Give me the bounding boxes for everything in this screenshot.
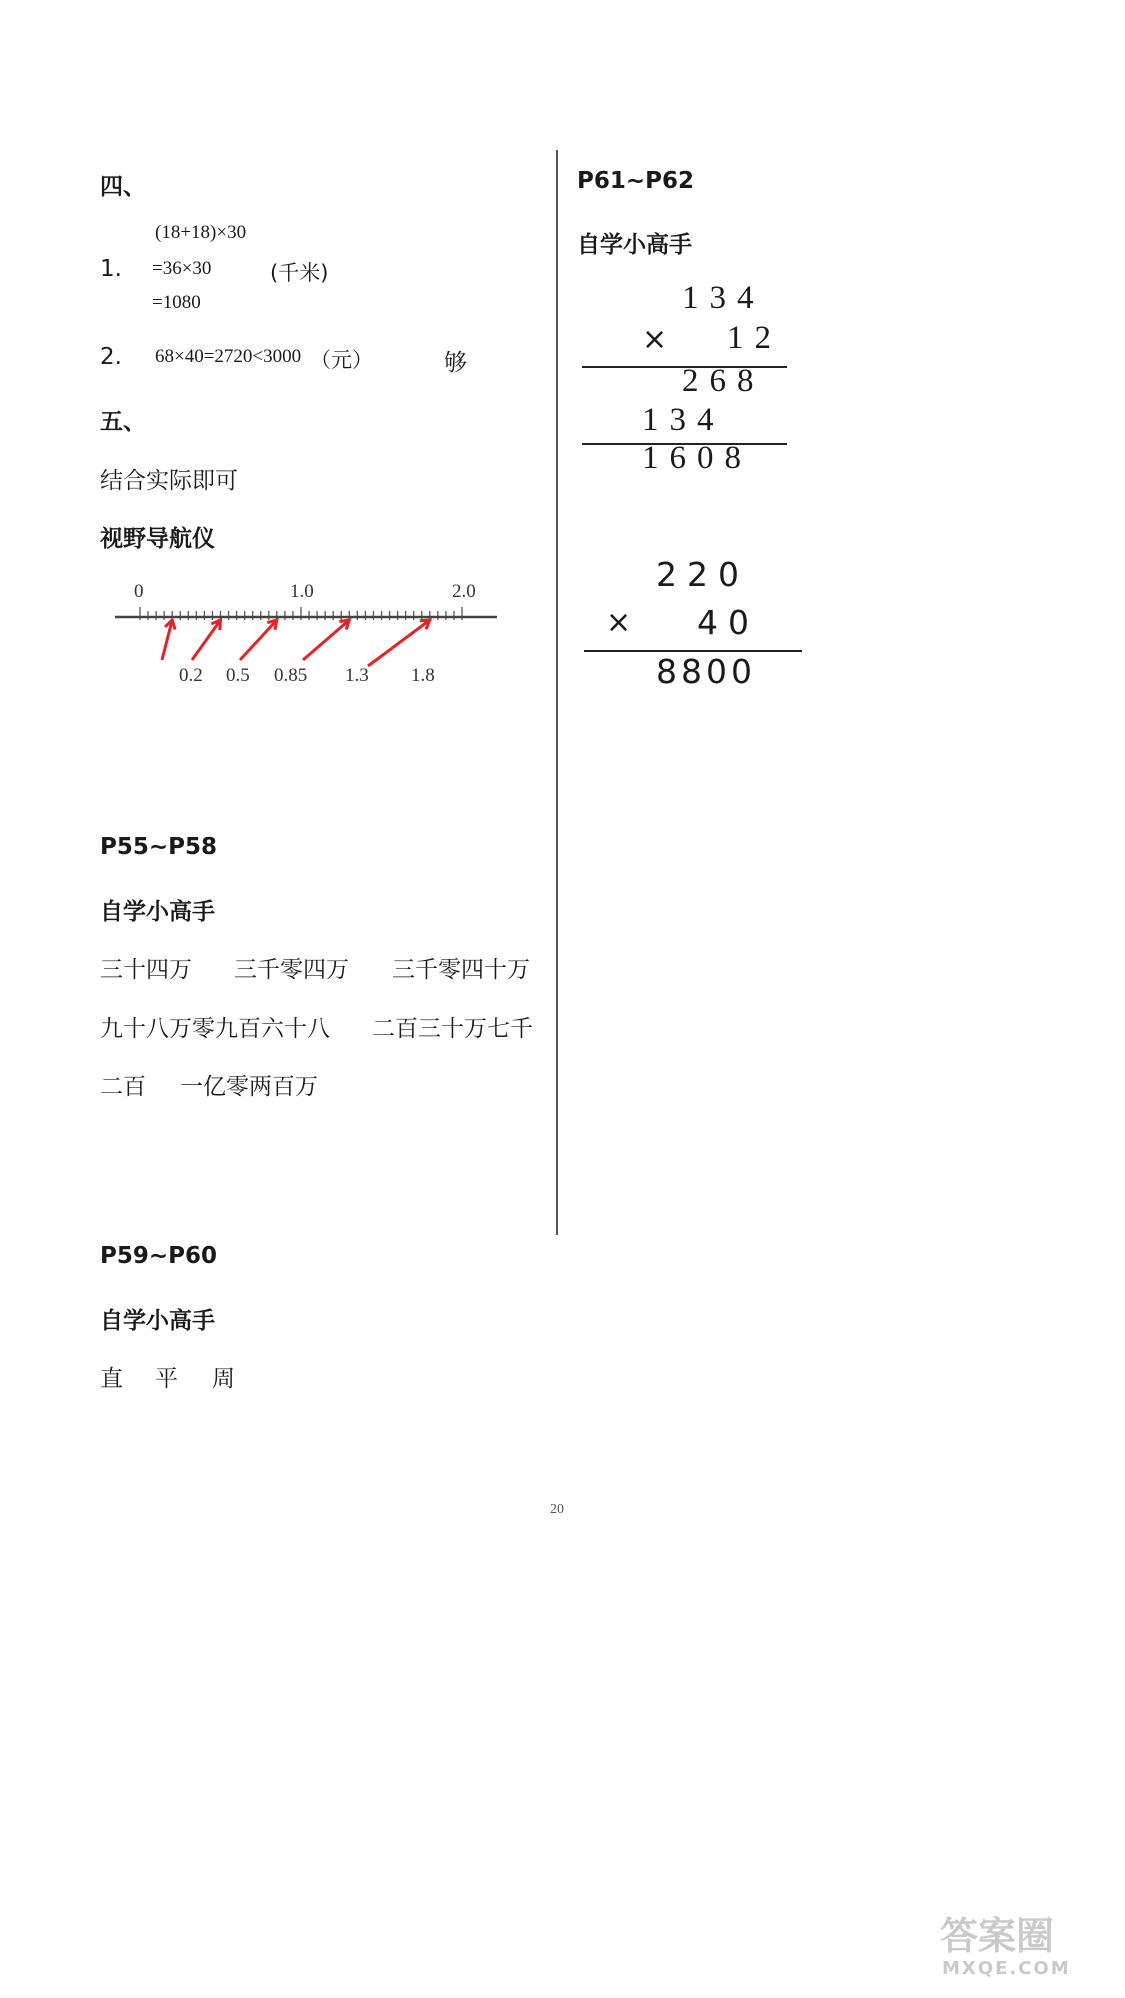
bottom-label-1.8: 1.8 bbox=[411, 665, 435, 686]
calc2-multiplicand: 220 bbox=[656, 555, 749, 594]
item1-line1: (18+18)×30 bbox=[155, 222, 247, 243]
column-divider bbox=[556, 150, 558, 1235]
section-4-heading: 四、 bbox=[100, 174, 146, 200]
calc2-multiplier: 40 bbox=[697, 603, 759, 642]
marker-arrow bbox=[368, 620, 430, 666]
top-label-1: 1.0 bbox=[290, 581, 314, 602]
marker-arrow bbox=[240, 620, 277, 660]
bottom-label-0.2: 0.2 bbox=[179, 665, 203, 686]
p59-heading: P59~P60 bbox=[100, 1243, 217, 1269]
number-line-arrows bbox=[162, 620, 430, 666]
top-label-2: 2.0 bbox=[452, 581, 476, 602]
p59-answer-1: 直 bbox=[100, 1366, 123, 1392]
p59-subheading: 自学小高手 bbox=[100, 1308, 215, 1334]
watermark-logo: 答案圈 bbox=[940, 1914, 1055, 1958]
bottom-label-0.5: 0.5 bbox=[226, 665, 250, 686]
p55-answer-6: 二百 bbox=[100, 1074, 146, 1100]
bottom-label-0.85: 0.85 bbox=[274, 665, 308, 686]
marker-arrow bbox=[162, 620, 175, 660]
calc1-times-sign: × bbox=[642, 322, 668, 357]
item2-number: 2. bbox=[100, 344, 122, 370]
p59-answer-2: 平 bbox=[155, 1366, 178, 1392]
p55-answer-1: 三十四万 bbox=[100, 957, 192, 983]
p55-subheading: 自学小高手 bbox=[100, 899, 215, 925]
item2-answer: 够 bbox=[444, 350, 467, 376]
calc2-times-sign: × bbox=[606, 605, 632, 640]
p55-answer-4: 九十八万零九百六十八 bbox=[100, 1016, 330, 1042]
item2-expression: 68×40=2720<3000 bbox=[155, 346, 302, 367]
item1-line2: =36×30 bbox=[152, 258, 212, 279]
p55-answer-7: 一亿零两百万 bbox=[180, 1074, 318, 1100]
p55-answer-3: 三千零四十万 bbox=[392, 957, 530, 983]
calc2-product: 8800 bbox=[656, 652, 756, 691]
p55-answer-2: 三千零四万 bbox=[234, 957, 349, 983]
p61-heading: P61~P62 bbox=[577, 168, 694, 194]
item1-unit: (千米) bbox=[270, 261, 329, 285]
marker-arrow bbox=[192, 620, 221, 660]
p55-answer-5: 二百三十万七千 bbox=[372, 1016, 533, 1042]
p59-answer-3: 周 bbox=[212, 1366, 235, 1392]
p61-subheading: 自学小高手 bbox=[577, 232, 692, 258]
calc1-multiplier: 12 bbox=[727, 320, 782, 356]
section-5-text: 结合实际即可 bbox=[100, 468, 238, 494]
calc1-partial-1: 268 bbox=[682, 363, 765, 399]
number-line-figure bbox=[100, 560, 520, 700]
top-label-0: 0 bbox=[134, 581, 144, 602]
calc1-multiplicand: 134 bbox=[682, 280, 765, 316]
item1-line3: =1080 bbox=[152, 292, 201, 313]
watermark-url: MXQE.COM bbox=[942, 1958, 1071, 1979]
marker-arrow bbox=[303, 620, 349, 660]
nav-heading: 视野导航仪 bbox=[100, 526, 215, 552]
multiplication-220x40 bbox=[584, 555, 804, 705]
p55-heading: P55~P58 bbox=[100, 834, 217, 860]
calc1-partial-2: 134 bbox=[642, 402, 725, 438]
calc1-product: 1608 bbox=[642, 440, 752, 476]
item1-number: 1. bbox=[100, 256, 122, 282]
section-5-heading: 五、 bbox=[100, 409, 146, 435]
page-number: 20 bbox=[550, 1502, 564, 1517]
multiplication-134x12 bbox=[582, 280, 792, 490]
item2-unit: （元） bbox=[310, 348, 373, 372]
bottom-label-1.3: 1.3 bbox=[345, 665, 369, 686]
